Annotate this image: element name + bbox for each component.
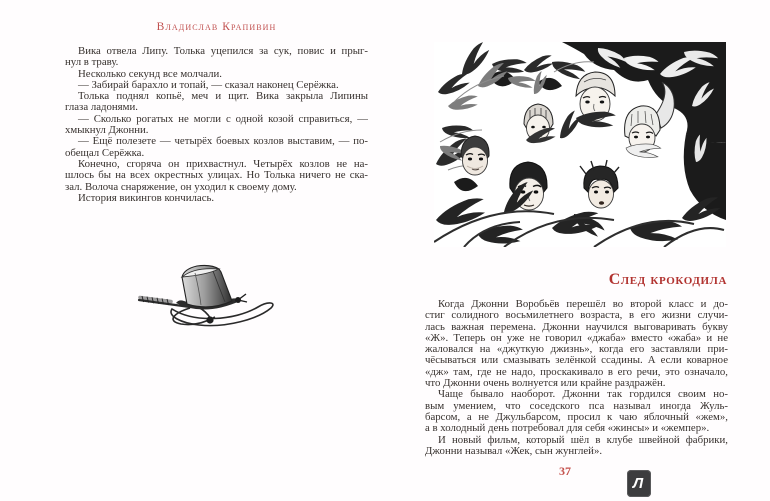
text-line: Несколько секунд все молчали.: [78, 68, 222, 80]
text-line: жаловался на «джуткую джизнь», когда его заставляли при-: [425, 344, 728, 356]
watermark-letter: Л: [632, 475, 644, 492]
text-line: Вика отвела Липу. Толька уцепился за сук, повис и прыг-: [78, 46, 368, 57]
text-line: шлось бы на всех окрестных улицах. Но Толька ничего не ска-: [65, 170, 368, 182]
hat: [176, 265, 247, 309]
running-header-author: Владислав Крапивин: [156, 21, 277, 33]
text-line: а в холодный день потребовал для себя «жинсы» и «жемпер».: [425, 423, 710, 435]
text-line: чёсываться или смазывать зелёнкой ссадины. А если коварное: [425, 355, 728, 367]
text-line: — Забирай барахло и топай, — сказал наконец Серёжка.: [78, 79, 339, 91]
face-boy-left: [461, 136, 489, 175]
chapter-title: След крокодила: [608, 271, 727, 288]
rope-knot: [206, 316, 213, 323]
text-line: зал. Волоча снаряжение, он уходил к своему дому.: [65, 181, 297, 193]
text-line: «Ж». Теперь он уже не говорил «джаба» вместо «жаба» и не: [425, 332, 728, 344]
text-line: лась важная перемена. Джонни научился выговаривать букву: [425, 321, 728, 333]
text-line: — Ещё полезете — четырёх боевых козлов выставим, — по-: [78, 136, 368, 148]
page-number: 37: [559, 464, 571, 478]
text-line: — Сколько рогатых не могли с одной козой справиться, —: [78, 113, 368, 125]
text-line: И новый фильм, который шёл в клубе швейной фабрики,: [438, 434, 728, 446]
text-line: что Джонни очень волнуется или крайне раздражён.: [425, 378, 666, 390]
text-line: Чаще бывало наоборот. Джонни так гордился своим но-: [438, 389, 728, 401]
text-line: глаза ладонями.: [65, 102, 138, 114]
hat-sword-illustration: [136, 261, 284, 333]
text-line: стиг солидного восьмилетнего возраста, в его жизни случи-: [425, 310, 728, 322]
text-line: Конечно, сгоряча он прихвастнул. Четырёх козлов не на-: [78, 158, 368, 170]
text-line: вым умением, что соседского пса называл иногда Жуль-: [425, 400, 728, 412]
left-page-text: [65, 46, 368, 204]
text-line: нул в траву.: [65, 57, 119, 69]
labirint-watermark-logo[interactable]: [627, 470, 651, 497]
text-line: Когда Джонни Воробьёв перешёл во второй класс и до-: [438, 299, 728, 310]
children-in-foliage-illustration: [434, 42, 726, 247]
text-line: барсом, а не Джульбарсом, просил к чаю яблочный «жем»,: [425, 411, 728, 423]
text-line: Толька поднял копьё, меч и щит. Вика закрыла Липины: [78, 91, 368, 103]
text-line: «дж» там, где не надо, проскакивало в его речи, это означало,: [425, 366, 728, 378]
text-line: обещал Серёжка.: [65, 147, 145, 159]
text-line: История викингов кончилась.: [78, 192, 215, 204]
right-page-text: [425, 299, 728, 457]
text-line: хмыкнул Джонни.: [65, 125, 149, 137]
text-line: Джонни называл «Жек, сын жунглей».: [425, 445, 603, 457]
